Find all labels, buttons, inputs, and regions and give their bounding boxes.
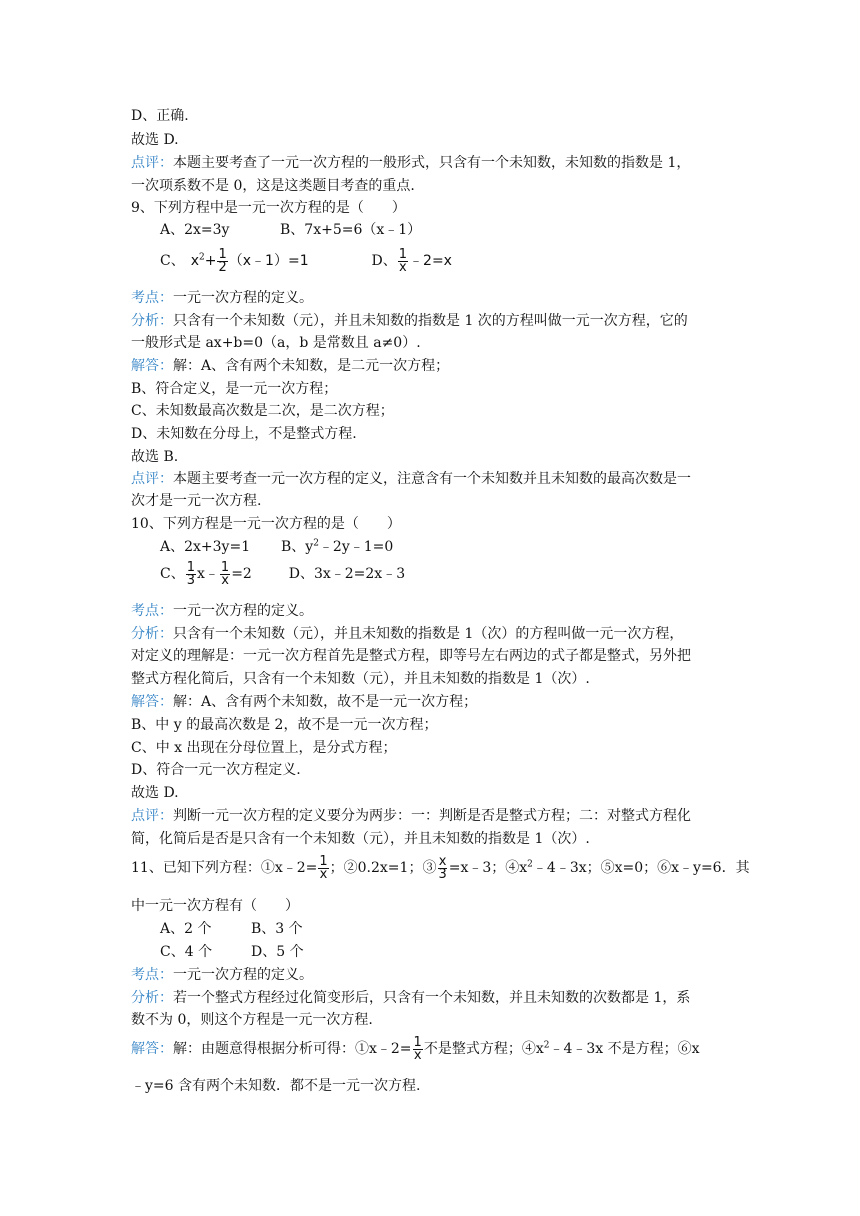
q9-options-ab (160, 220, 421, 240)
q8-option-d-line: D、正确. (131, 108, 189, 124)
q9-option-a: A、2x=3y (160, 222, 230, 238)
q11-option-c: C、4 个 (160, 944, 213, 960)
q10-jieda: 解答：解：A、含有两个未知数，故不是一元一次方程； (131, 694, 478, 710)
q9-option-b: B、7x+5=6（x﹣1） (280, 222, 422, 238)
fenxi-tag: 分析： (131, 990, 173, 1006)
q11-fenxi: 分析：若一个整式方程经过化简变形后，只含有一个未知数，并且未知数的次数都是 1，系 (131, 990, 691, 1006)
jieda-tag: 解答： (131, 694, 173, 710)
q10-option-c-fraction-2: $\frac{1}{x}$ (220, 559, 230, 588)
q10-option-c-label: C、 (160, 566, 185, 582)
q9-stem: 9、下列方程中是一元一次方程的是（ ） (131, 200, 406, 216)
q11-option-d: D、5 个 (251, 944, 304, 960)
q10-jieda-4: D、符合一元一次方程定义. (131, 762, 301, 778)
q8-answer-line: 故选 D. (131, 132, 179, 148)
q10-option-a: A、2x+3y=1 (160, 539, 251, 555)
q11-option-b: B、3 个 (251, 921, 303, 937)
q9-option-c-plus: + (204, 253, 217, 269)
q11-jieda-2: ﹣y=6 含有两个未知数．都不是一元一次方程. (131, 1078, 421, 1094)
q11-stem-fraction-1: $\frac{1}{x}$ (319, 853, 328, 882)
q10-fenxi-3: 整式方程化简后，只含有一个未知数（元），并且未知数的指数是 1（次）. (131, 671, 590, 687)
q9-options-cd (160, 246, 452, 276)
q11-stem-fraction-2: $\frac{x}{3}$ (438, 853, 447, 882)
q8-comment-line-2: 一次项系数不是 0，这是这类题目考查的重点. (131, 178, 415, 194)
q10-option-c-fraction-1: $\frac{1}{3}$ (186, 559, 195, 588)
q9-jieda-4: D、未知数在分母上，不是整式方程. (131, 426, 357, 442)
q9-kaodian: 考点：一元一次方程的定义。 (131, 290, 313, 306)
q8-comment-line (131, 153, 690, 173)
q11-stem: 11、已知下列方程：①x﹣2= $\frac{1}{x}$ ；②0.2x=1；③ $\frac{x}{3}$ =x﹣3；$④x^2﹣4﹣3x$；⑤x=0；⑥x﹣y=6．其 (131, 853, 750, 882)
q11-jieda-fraction: $\frac{1}{x}$ (413, 1034, 422, 1063)
q9-option-c-exp: 2 (199, 252, 205, 263)
q9-option-d-fraction: $\frac{1}{x}$ (398, 246, 408, 275)
q10-option-c-rest: =2 (231, 566, 252, 582)
q10-fenxi: 分析：只含有一个未知数（元），并且未知数的指数是 1（次）的方程叫做一元一次方程， (131, 626, 684, 642)
dianping-tag: 点评： (131, 471, 173, 487)
q10-kaodian: 考点：一元一次方程的定义。 (131, 603, 313, 619)
q9-jieda-2: B、符合定义，是一元一次方程； (131, 381, 338, 397)
q10-jieda-2: B、中 y 的最高次数是 2，故不是一元一次方程； (131, 717, 438, 733)
q11-jieda: 解答：解：由题意得根据分析可得：①x﹣2= $\frac{1}{x}$ 不是整式方程；$④x^2﹣4﹣3x$ 不是方程；⑥x (131, 1034, 700, 1063)
q9-option-c-x: x (190, 253, 200, 269)
q11-fenxi-2: 数不为 0，则这个方程是一元一次方程. (131, 1012, 373, 1028)
q10-option-c-mid: x﹣ (197, 566, 219, 582)
q10-option-d: D、3x﹣2=2x﹣3 (288, 566, 406, 582)
q11-stem-2: 中一元一次方程有（ ） (131, 898, 299, 914)
q9-fenxi-2: 一般形式是 ax+b=0（a，b 是常数且 a≠0）. (131, 335, 421, 351)
q9-option-c-fraction: $\frac{1}{2}$ (218, 246, 227, 275)
q9-jieda-3: C、未知数最高次数是二次，是二次方程； (131, 403, 394, 419)
q10-dianping-2: 简，化简后是否是只含有一个未知数（元），并且未知数的指数是 1（次）. (131, 831, 590, 847)
q9-option-c-rest: （x﹣1）=1 (228, 253, 309, 269)
fenxi-tag: 分析： (131, 626, 173, 642)
q10-options-ab (160, 537, 393, 557)
kaodian-tag: 考点： (131, 603, 173, 619)
comment-text: 本题主要考查了一元一次方程的一般形式，只含有一个未知数，未知数的指数是 1， (173, 155, 691, 171)
kaodian-tag: 考点： (131, 967, 173, 983)
q10-jieda-3: C、中 x 出现在分母位置上，是分式方程； (131, 740, 397, 756)
q10-option-b: B、$y^2﹣2y﹣1=0$ (281, 538, 394, 555)
fenxi-tag: 分析： (131, 313, 173, 329)
q9-option-c-label: C、 (160, 253, 185, 269)
q10-stem: 10、下列方程是一元一次方程的是（ ） (131, 516, 401, 532)
kaodian-tag: 考点： (131, 290, 173, 306)
q9-jieda: 解答：解：A、含有两个未知数，是二元一次方程； (131, 358, 450, 374)
q11-option-a: A、2 个 (160, 921, 212, 937)
q11-kaodian: 考点：一元一次方程的定义。 (131, 967, 313, 983)
q9-dianping: 点评：本题主要考查一元一次方程的定义，注意含有一个未知数并且未知数的最高次数是一 (131, 471, 691, 487)
q9-option-d-label: D、 (371, 253, 397, 269)
q10-options-cd (160, 559, 405, 589)
jieda-tag: 解答： (131, 358, 173, 374)
comment-tag: 点评： (131, 155, 173, 171)
q9-option-d-rest: ﹣2=x (409, 253, 452, 269)
q9-dianping-2: 次才是一元一次方程. (131, 493, 262, 509)
q11-options-cd (160, 942, 304, 962)
q10-answer: 故选 D. (131, 785, 179, 801)
dianping-tag: 点评： (131, 808, 173, 824)
jieda-tag: 解答： (131, 1041, 173, 1057)
q11-options-ab (160, 919, 303, 939)
q9-answer: 故选 B. (131, 449, 179, 465)
q9-fenxi: 分析：只含有一个未知数（元），并且未知数的指数是 1 次的方程叫做一元一次方程，它的 (131, 313, 688, 329)
q10-dianping: 点评：判断一元一次方程的定义要分为两步：一：判断是否是整式方程；二：对整式方程化 (131, 808, 691, 824)
q10-fenxi-2: 对定义的理解是：一元一次方程首先是整式方程，即等号左右两边的式子都是整式，另外把 (131, 648, 691, 664)
